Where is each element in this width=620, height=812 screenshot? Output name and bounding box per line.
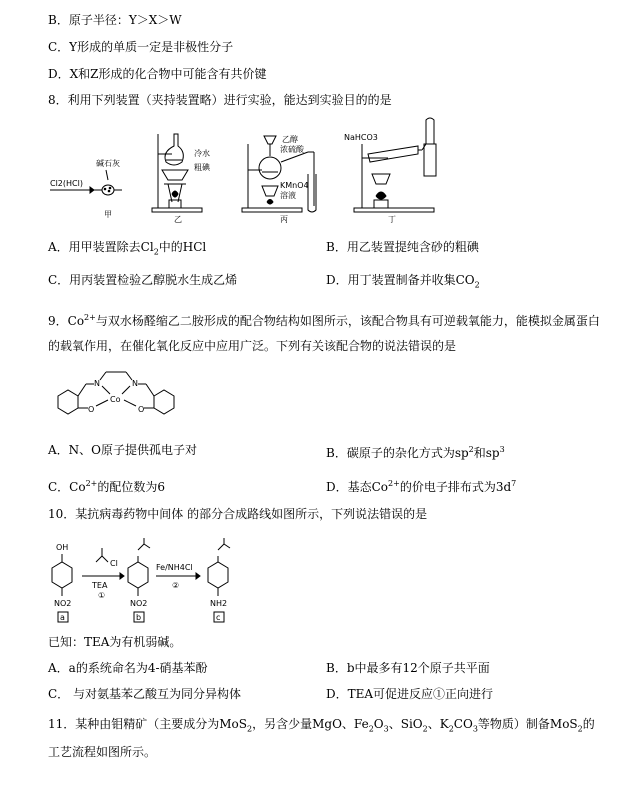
- q11-part4: 、SiO: [388, 717, 423, 731]
- q7-option-b: B．原子半径：Y＞X＞W: [48, 13, 182, 27]
- label-solution: 溶液: [280, 191, 296, 200]
- label-conc-h2so4: 浓硫酸: [280, 145, 304, 154]
- apparatus-yi: [152, 134, 202, 212]
- q7-option-c: C．Y形成的单质一定是非极性分子: [48, 40, 234, 54]
- q9-option-c-pre: C．Co: [48, 480, 86, 494]
- q9-stem-line2: 的载氧作用，在催化氧化反应中应用广泛。下列有关该配合物的说法错误的是: [48, 339, 457, 353]
- q8-apparatus-figure: [48, 114, 468, 224]
- q9-option-c: [48, 476, 165, 495]
- atom-o-right: O: [138, 405, 145, 414]
- q9-stem-line1: [48, 310, 600, 329]
- q10-stem: 10．某抗病毒药物中间体 的部分合成路线如图所示，下列说法错误的是: [48, 507, 428, 521]
- q8-option-b: B．用乙装置提纯含砂的粗碘: [326, 240, 479, 254]
- label-oh: OH: [56, 543, 69, 552]
- label-no2-b: NO2: [130, 599, 148, 608]
- q8-option-c: C．用丙装置检验乙醇脱水生成乙烯: [48, 273, 238, 287]
- q7-option-d: D．X和Z形成的化合物中可能含有共价键: [48, 67, 267, 81]
- apparatus-bing: [242, 136, 316, 212]
- label-nh2-c: NH2: [210, 599, 228, 608]
- q8-option-a: A．用甲装置除去$Cl_2$中的HCl: [48, 240, 207, 257]
- label-jia: 甲: [104, 210, 112, 219]
- label-soda-lime: 碱石灰: [96, 159, 120, 168]
- q8-option-a-pre: A．用甲装置除去Cl: [48, 240, 154, 254]
- label-bing: 丙: [280, 215, 288, 224]
- q11-stem-line2: 工艺流程如图所示。: [48, 745, 157, 759]
- label-tea: TEA: [92, 581, 108, 590]
- label-ethanol: 乙醇: [282, 135, 298, 144]
- q11-part7: 等物质）制备MoS: [477, 717, 578, 731]
- q10-known: 已知：TEA为有机弱碱。: [48, 635, 182, 649]
- q8-option-a-post: 中的HCl: [158, 240, 207, 254]
- label-step2: ②: [172, 581, 180, 590]
- q8-option-d: D．用丁装置制备并收集$CO_2$: [326, 273, 480, 290]
- label-compound-b: b: [136, 613, 142, 622]
- atom-co: Co: [110, 395, 121, 404]
- q9-option-c-post: 的配位数为6: [97, 480, 166, 494]
- label-ding: 丁: [388, 215, 396, 224]
- q9-option-a: A．N、O原子提供孤电子对: [48, 443, 198, 457]
- q9-option-d: D．基态$Co^{2+}$的价电子排布式为$3d^7$: [326, 479, 517, 494]
- q10-synthesis-scheme: [44, 536, 274, 628]
- label-yi: 乙: [174, 215, 182, 224]
- q11-part3: O: [373, 717, 384, 731]
- q8-option-d-pre: D．用丁装置制备并收集CO: [326, 273, 475, 287]
- label-cl: Cl: [110, 559, 118, 568]
- q10-option-c: C． 与对氨基苯乙酸互为同分异构体: [48, 687, 241, 701]
- label-cold-water: 冷水: [194, 149, 210, 158]
- label-fe-nh4cl: Fe/NH4Cl: [156, 563, 193, 572]
- label-compound-a: a: [60, 613, 65, 622]
- q9-option-c-charge: 2+: [85, 479, 98, 488]
- q11-part2: ，另含少量MgO、Fe: [252, 717, 369, 731]
- q9-stem-charge: 2+: [84, 313, 96, 322]
- q10-option-d: D．TEA可促进反应①正向进行: [326, 687, 494, 701]
- label-compound-c: c: [216, 613, 221, 622]
- q11-part5: 、K: [427, 717, 449, 731]
- q9-complex-structure: [44, 366, 194, 426]
- q9-option-b-mid: 和sp: [473, 446, 500, 460]
- q11-part6: CO: [453, 717, 473, 731]
- label-gas-in: Cl2(HCl): [50, 179, 83, 188]
- q9-stem-text: 9．$Co^{2+}$与双水杨醛缩乙二胺形成的配合物结构如图所示，该配合物具有可逆载氧能力，能模拟金属蛋白: [48, 313, 600, 328]
- q10-option-b: B．b中最多有12个原子共平面: [326, 661, 490, 675]
- q11-stem-line1: 11．某种由钼精矿（主要成分为MoS$_2$，另含少量MgO、$Fe_2O_3$、SiO$_2$、$K_2CO_3$等物质）制备MoS$_2$的: [48, 717, 595, 734]
- q11-part8: 的: [582, 717, 595, 731]
- q9-option-b-pre: B．碳原子的杂化方式为sp: [326, 446, 469, 460]
- q10-option-a: A．a的系统命名为4-硝基苯酚: [48, 661, 208, 675]
- label-no2-a: NO2: [54, 599, 72, 608]
- q8-stem: 8．利用下列装置（夹持装置略）进行实验，能达到实验目的的是: [48, 93, 392, 107]
- label-crude-iodine: 粗碘: [194, 163, 210, 172]
- q9-option-d-sup: 7: [511, 479, 517, 488]
- q11-part1: 11．某种由钼精矿（主要成分为MoS: [48, 717, 248, 731]
- label-step1: ①: [98, 591, 106, 600]
- q9-option-d-post: 的价电子排布式为3d: [399, 480, 512, 494]
- atom-n-right: N: [132, 379, 138, 388]
- atom-n-left: N: [94, 379, 100, 388]
- label-nahco3: NaHCO3: [344, 133, 378, 142]
- label-kmno4: KMnO4: [280, 181, 309, 190]
- atom-o-left: O: [88, 405, 95, 414]
- q9-option-d-pre: D．基态Co: [326, 480, 389, 494]
- q9-option-b: B．碳原子的杂化方式为$sp^2$和$sp^3$: [326, 445, 505, 460]
